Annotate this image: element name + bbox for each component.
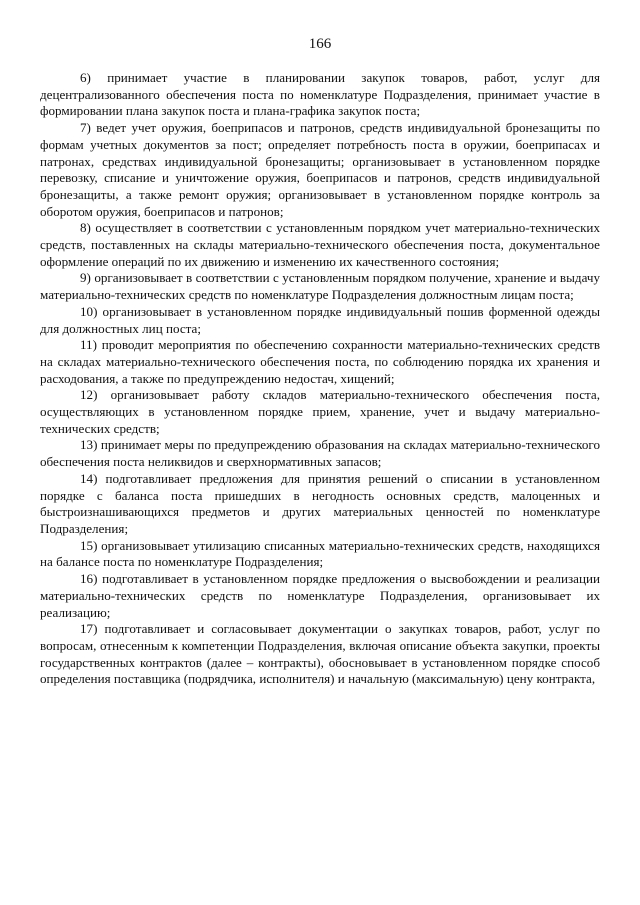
document-body bbox=[40, 70, 600, 688]
paragraph-item-11: 11) проводит мероприятия по обеспечению сохранности материально-технических средств на складах материально-технического обеспечения поста, по соблюдению порядка их хранения и расходования, а также по предупреждению недостач, хищений; bbox=[40, 337, 600, 386]
paragraph-item-15: 15) организовывает утилизацию списанных материально-технических средств, находящихся на балансе поста по номенклатуре Подразделения; bbox=[40, 537, 600, 570]
paragraph-item-13: 13) принимает меры по предупреждению образования на складах материально-технического обеспечения поста неликвидов и сверхнормативных запасов; bbox=[40, 437, 600, 470]
paragraph-item-16: 16) подготавливает в установленном порядке предложения о высвобождении и реализации материально-технических средств по номенклатуре Подразделения, организовывает их реализацию; bbox=[40, 571, 600, 620]
paragraph-item-14: 14) подготавливает предложения для принятия решений о списании в установленном порядке с баланса поста пришедших в негодность основных средств, малоценных и быстроизнашивающихся предметов и других материальных ценностей по номенклатуре Подразделения; bbox=[40, 470, 600, 536]
paragraph-item-17: 17) подготавливает и согласовывает документации о закупках товаров, работ, услуг по вопросам, отнесенным к компетенции Подразделения, включая описание объекта закупки, проекты государственных контрактов (далее – контракты), обосновывает в установленном порядке способ определения поставщика (подрядчика, исполнителя) и начальную (максимальную) цену контракта, bbox=[40, 621, 600, 687]
paragraph-item-9: 9) организовывает в соответствии с установленным порядком получение, хранение и выдачу материально-технических средств по номенклатуре Подразделения должностным лицам поста; bbox=[40, 270, 600, 303]
paragraph-item-12: 12) организовывает работу складов материально-технического обеспечения поста, осуществляющих в установленном порядке прием, хранение, учет и выдачу материально-технических средств; bbox=[40, 387, 600, 436]
paragraph-item-7: 7) ведет учет оружия, боеприпасов и патронов, средств индивидуальной бронезащиты по формам учетных документов за пост; определяет потребность поста в оружии, боеприпасах и патронах, средствах индивидуальной бронезащиты; организовывает в установленном порядке перевозку, списание и уничтожение оружия, боеприпасов и патронов, средств индивидуальной бронезащиты, а также ремонт оружия; организовывает в установленном порядке контроль за оборотом оружия, боеприпасов и патронов; bbox=[40, 120, 600, 219]
page-number: 166 bbox=[308, 36, 332, 52]
paragraph-item-6: 6) принимает участие в планировании закупок товаров, работ, услуг для децентрализованного обеспечения поста по номенклатуре Подразделения, принимает участие в формировании плана закупок поста и плана-графика закупок поста; bbox=[40, 70, 600, 119]
paragraph-item-8: 8) осуществляет в соответствии с установленным порядком учет материально-технических средств, поставленных на склады материально-технического обеспечения поста, документальное оформление операций по их движению и изменению их качественного состояния; bbox=[40, 220, 600, 269]
paragraph-item-10: 10) организовывает в установленном порядке индивидуальный пошив форменной одежды для должностных лиц поста; bbox=[40, 303, 600, 336]
